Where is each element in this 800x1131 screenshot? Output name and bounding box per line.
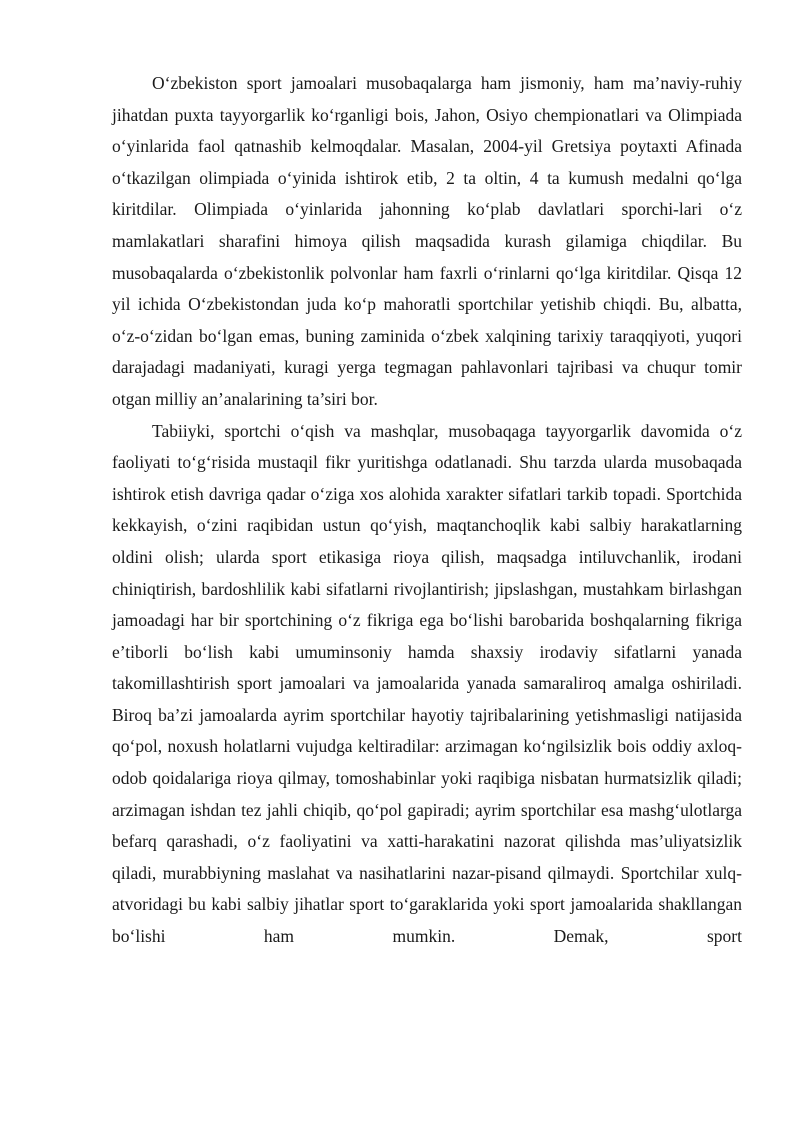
paragraph-2: Tabiiyki, sportchi o‘qish va mashqlar, musobaqaga tayyorgarlik davomida o‘z faoliyati to‘g‘risida mustaqil fikr yuritishga odatlanadi. Shu tarzda ularda musobaqada ishtirok etish davriga qadar o‘ziga xos alohida xarakter sifatlari tarkib topadi. Sportchida kekkayish, o‘zini raqibidan ustun qo‘yish, maqtanchoqlik kabi salbiy harakatlarning oldini olish; ularda sport etikasiga rioya qilish, maqsadga intiluvchanlik, irodani chiniqtirish, bardoshlilik kabi sifatlarni rivojlantirish; jipslashgan, mustahkam birlashgan jamoadagi har bir sportchining o‘z fikriga ega bo‘lishi barobarida boshqalarning fikriga e’tiborli bo‘lish kabi umuminsoniy hamda shaxsiy irodaviy sifatlarni yanada takomillashtirish sport jamoalari va jamoalarida yanada samaraliroq amalga oshiriladi. Biroq ba’zi jamoalarda ayrim sportchilar hayotiy tajribalarining yetishmasligi natijasida qo‘pol, noxush holatlarni vujudga keltiradilar: arzimagan ko‘ngilsizlik bois oddiy axloq-odob qoidalariga rioya qilmay, tomoshabinlar yoki raqibiga nisbatan hurmatsizlik qiladi; arzimagan ishdan tez jahli chiqib, qo‘pol gapiradi; ayrim sportchilar esa mashg‘ulotlarga befarq qarashadi, o‘z faoliyatini va xatti-harakatini nazorat qilishda mas’uliyatsizlik qiladi, murabbiyning maslahat va nasihatlarini nazar-pisand qilmaydi. Sportchilar xulq-atvoridagi bu kabi salbiy jihatlar sport to‘garaklarida yoki sport jamoalarida shakllangan bo‘lishi ham mumkin. Demak, sport: [112, 420, 742, 947]
paragraph-1: O‘zbekiston sport jamoalari musobaqalarga ham jismoniy, ham ma’naviy-ruhiy jihatdan puxta tayyorgarlik ko‘rganligi bois, Jahon, Osiyo chempionatlari va Olimpiada o‘yinlarida faol qatnashib kelmoqdalar. Masalan, 2004-yil Gretsiya poytaxti Afinada o‘tkazilgan olimpiada o‘yinida ishtirok etib, 2 ta oltin, 4 ta kumush medalni qo‘lga kiritdilar. Olimpiada o‘yinlarida jahonning ko‘plab davlatlari sporchi-lari o‘z mamlakatlari sharafini himoya qilish maqsadida kurash gilamiga chiqdilar. Bu musobaqalarda o‘zbekistonlik polvonlar ham faxrli o‘rinlarni qo‘lga kiritdilar. Qisqa 12 yil ichida O‘zbekistondan juda ko‘p mahoratli sportchilar yetishib chiqdi. Bu, albatta, o‘z-o‘zidan bo‘lgan emas, buning zaminida o‘zbek xalqining tarixiy taraqqiyoti, yuqori darajadagi madaniyati, kuragi yerga tegmagan pahlavonlari tajribasi va chuqur tomir otgan milliy an’analarining ta’siri bor.: [112, 73, 742, 409]
body-text: [112, 68, 742, 953]
